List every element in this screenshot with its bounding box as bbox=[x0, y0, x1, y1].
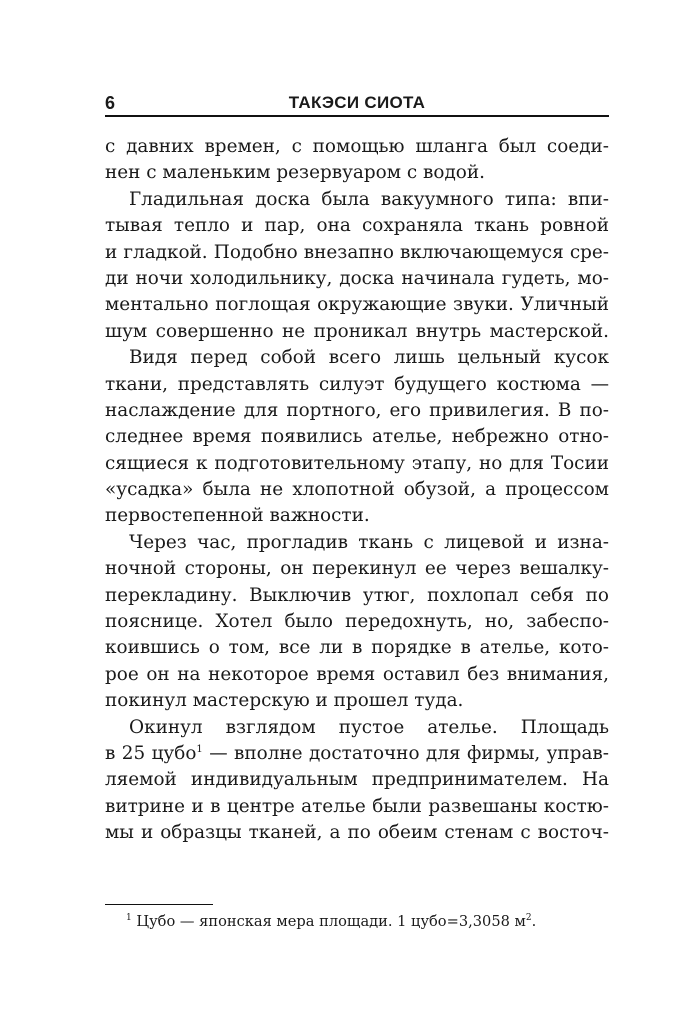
text-segment: в 25 цубо bbox=[105, 742, 197, 764]
body-text bbox=[105, 134, 609, 847]
text-line: Окинул взглядом пустое ателье. Площадь bbox=[129, 716, 609, 738]
text-line: Через час, прогладив ткань с лицевой и изна- bbox=[129, 531, 609, 553]
running-header bbox=[105, 93, 609, 117]
footnote-divider bbox=[105, 904, 213, 905]
text-line: мы и образцы тканей, а по обеим стенам с восточ- bbox=[105, 822, 609, 844]
text-line: витрине и в центре ателье были развешаны костю- bbox=[105, 795, 609, 817]
text-line: «усадка» была не хлопотной обузой, а процессом bbox=[105, 479, 609, 501]
text-line: тывая тепло и пар, она сохраняла ткань ровной bbox=[105, 215, 609, 237]
text-line: ментально поглощая окружающие звуки. Уличный bbox=[105, 294, 609, 316]
text-line: ночной стороны, он перекинул ее через вешалку- bbox=[105, 558, 609, 580]
text-line: шум совершенно не проникал внутрь мастерской. bbox=[105, 320, 609, 342]
text-line: рое он на некоторое время оставил без внимания, bbox=[105, 663, 609, 685]
footnote-text: Цубо — японская мера площади. 1 цубо=3,3058 м bbox=[131, 913, 526, 930]
text-line: покинул мастерскую и прошел туда. bbox=[105, 690, 464, 712]
text-line: наслаждение для портного, его привилегия. В по- bbox=[105, 399, 609, 421]
text-line-with-footnote-ref bbox=[105, 741, 609, 767]
text-line: с давних времен, с помощью шланга был соеди- bbox=[105, 136, 609, 157]
text-line: Видя перед собой всего лишь цельный кусок bbox=[129, 347, 609, 369]
page-number: 6 bbox=[105, 93, 116, 113]
footnote-marker: 1 bbox=[126, 913, 132, 923]
text-line: ляемой индивидуальным предпринимателем. На bbox=[105, 769, 609, 791]
text-line: сящиеся к подготовительному этапу, но для Тосии bbox=[105, 452, 609, 474]
text-line: ди ночи холодильнику, доска начинала гудеть, мо- bbox=[105, 267, 609, 289]
text-line: нен с маленьким резервуаром с водой. bbox=[105, 162, 485, 184]
text-line: ткани, представлять силуэт будущего костюма — bbox=[105, 373, 609, 395]
text-segment: вполне достаточно для фирмы, управ- bbox=[234, 742, 609, 764]
footnote-end: . bbox=[531, 913, 537, 930]
text-line: перекладину. Выключив утюг, похлопал себя по bbox=[105, 584, 609, 606]
footnote-ref[interactable]: 1 bbox=[196, 743, 203, 755]
text-line: Гладильная доска была вакуумного типа: впи- bbox=[129, 188, 609, 210]
text-line: коившись о том, все ли в порядке в ателье, кото- bbox=[105, 637, 609, 659]
text-line: следнее время появились ателье, небрежно отно- bbox=[105, 426, 609, 448]
footnote-superscript: 2 bbox=[525, 913, 532, 923]
text-line: пояснице. Хотел было передохнуть, но, забеспо- bbox=[105, 611, 609, 633]
text-segment: — bbox=[202, 742, 235, 764]
text-line: первостепенной важности. bbox=[105, 505, 370, 527]
running-title: ТАКЭСИ СИОТА bbox=[288, 93, 426, 112]
footnote bbox=[126, 912, 536, 932]
text-line: и гладкой. Подобно внезапно включающемуся сре- bbox=[105, 241, 609, 263]
